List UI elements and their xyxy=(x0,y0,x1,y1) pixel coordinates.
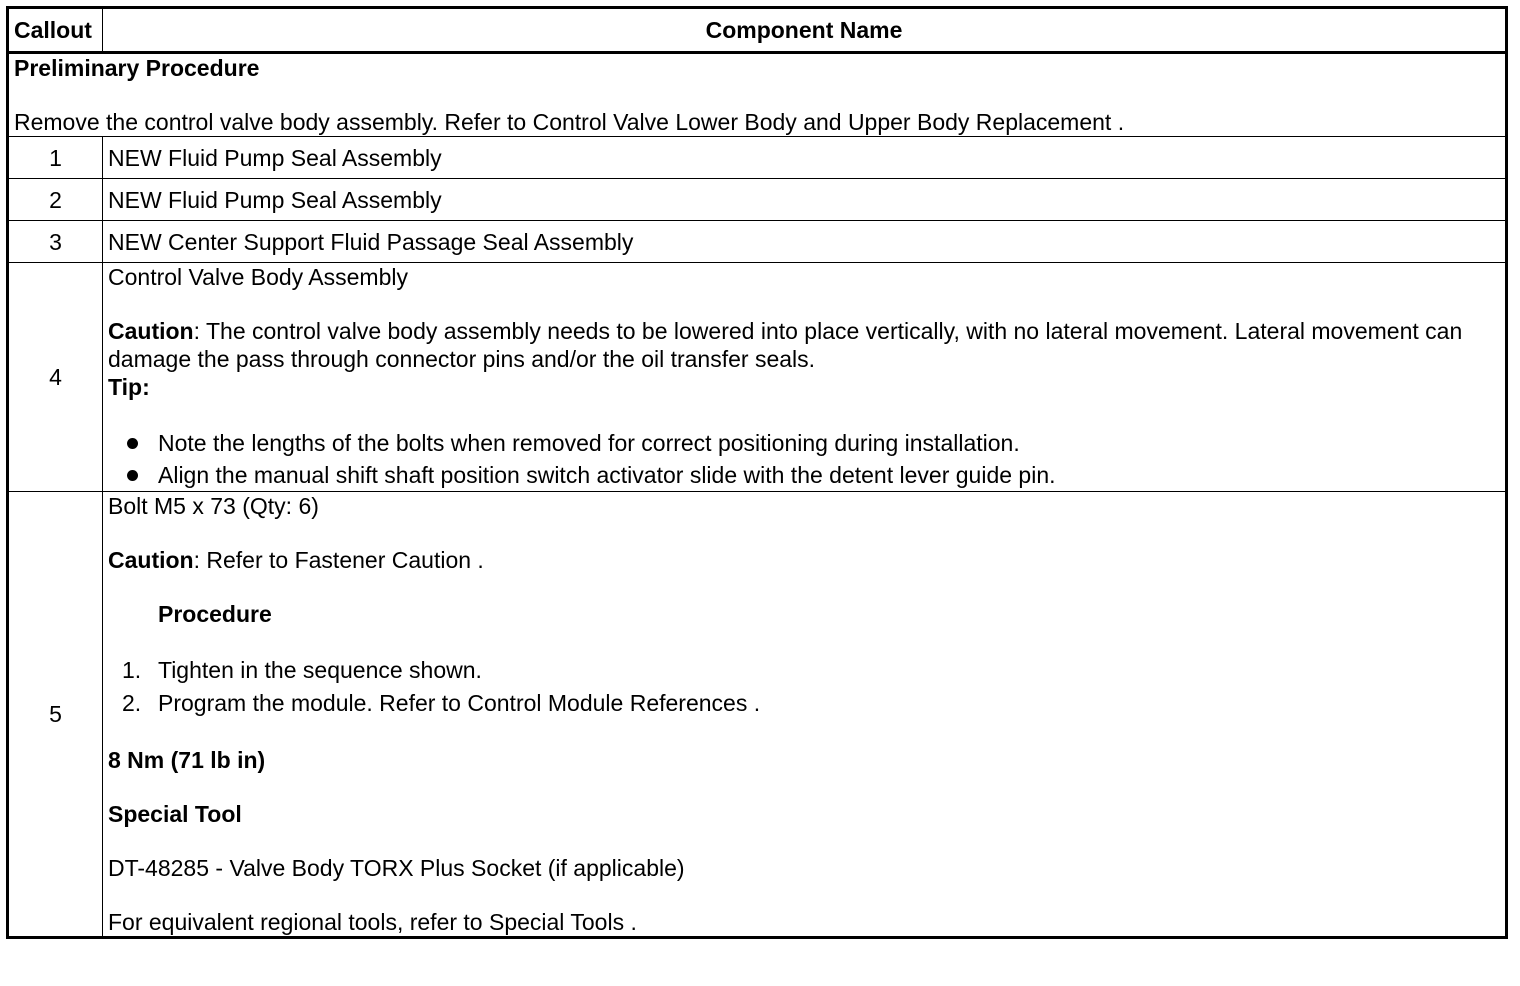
table-row xyxy=(8,137,1507,179)
tip-list xyxy=(108,427,1500,491)
component-column-header: Component Name xyxy=(103,8,1507,53)
bullet-icon xyxy=(127,438,138,449)
step-number: 2. xyxy=(122,690,142,716)
table-row xyxy=(8,221,1507,263)
special-tool-label: Special Tool xyxy=(108,801,242,827)
tip-text: Note the lengths of the bolts when removed for correct positioning during installation. xyxy=(158,430,1020,456)
component-details xyxy=(103,492,1507,938)
table-row xyxy=(8,492,1507,938)
step-text: Tighten in the sequence shown. xyxy=(158,657,482,683)
callout-number: 2 xyxy=(8,179,103,221)
table-row xyxy=(8,263,1507,492)
caution-label: Caution xyxy=(108,318,194,344)
callout-column-header: Callout xyxy=(8,8,103,53)
caution-text: : The control valve body assembly needs to be lowered into place vertically, with no lateral movement. Lateral movement can damage the pass through connector pins and/or the oil transfer seals. xyxy=(108,318,1463,372)
preliminary-title: Preliminary Procedure xyxy=(14,55,260,81)
caution-paragraph xyxy=(108,546,1500,574)
callout-number: 1 xyxy=(8,137,103,179)
special-tool: DT-48285 - Valve Body TORX Plus Socket (if applicable) xyxy=(108,855,685,881)
table-header-row xyxy=(8,8,1507,53)
bullet-icon xyxy=(127,470,138,481)
step-number: 1. xyxy=(122,657,142,683)
component-details xyxy=(103,263,1507,492)
list-item xyxy=(108,687,1500,720)
component-name: NEW Fluid Pump Seal Assembly xyxy=(103,137,1507,179)
component-name: Bolt M5 x 73 (Qty: 6) xyxy=(108,493,319,519)
procedure-steps xyxy=(108,654,1500,720)
procedure-title: Procedure xyxy=(158,601,272,627)
component-name: Control Valve Body Assembly xyxy=(108,264,408,290)
callout-number: 4 xyxy=(8,263,103,492)
caution-text: : Refer to Fastener Caution . xyxy=(193,547,484,573)
component-table xyxy=(6,6,1508,939)
component-name: NEW Fluid Pump Seal Assembly xyxy=(103,179,1507,221)
list-item xyxy=(108,459,1500,491)
preliminary-cell xyxy=(8,53,1507,137)
table-row xyxy=(8,179,1507,221)
preliminary-text: Remove the control valve body assembly. Refer to Control Valve Lower Body and Upper Body Replacement . xyxy=(14,109,1125,135)
step-text: Program the module. Refer to Control Module References . xyxy=(158,690,761,716)
list-item xyxy=(108,654,1500,687)
document-page xyxy=(6,6,1508,939)
caution-label: Caution xyxy=(108,547,194,573)
tip-label: Tip: xyxy=(108,374,150,400)
caution-paragraph xyxy=(108,317,1500,373)
torque-spec: 8 Nm (71 lb in) xyxy=(108,747,266,773)
tip-text: Align the manual shift shaft position switch activator slide with the detent lever guide pin. xyxy=(158,462,1056,488)
regional-tools-note: For equivalent regional tools, refer to Special Tools . xyxy=(108,909,637,935)
callout-number: 3 xyxy=(8,221,103,263)
list-item xyxy=(108,427,1500,459)
preliminary-row xyxy=(8,53,1507,137)
component-name: NEW Center Support Fluid Passage Seal Assembly xyxy=(103,221,1507,263)
callout-number: 5 xyxy=(8,492,103,938)
